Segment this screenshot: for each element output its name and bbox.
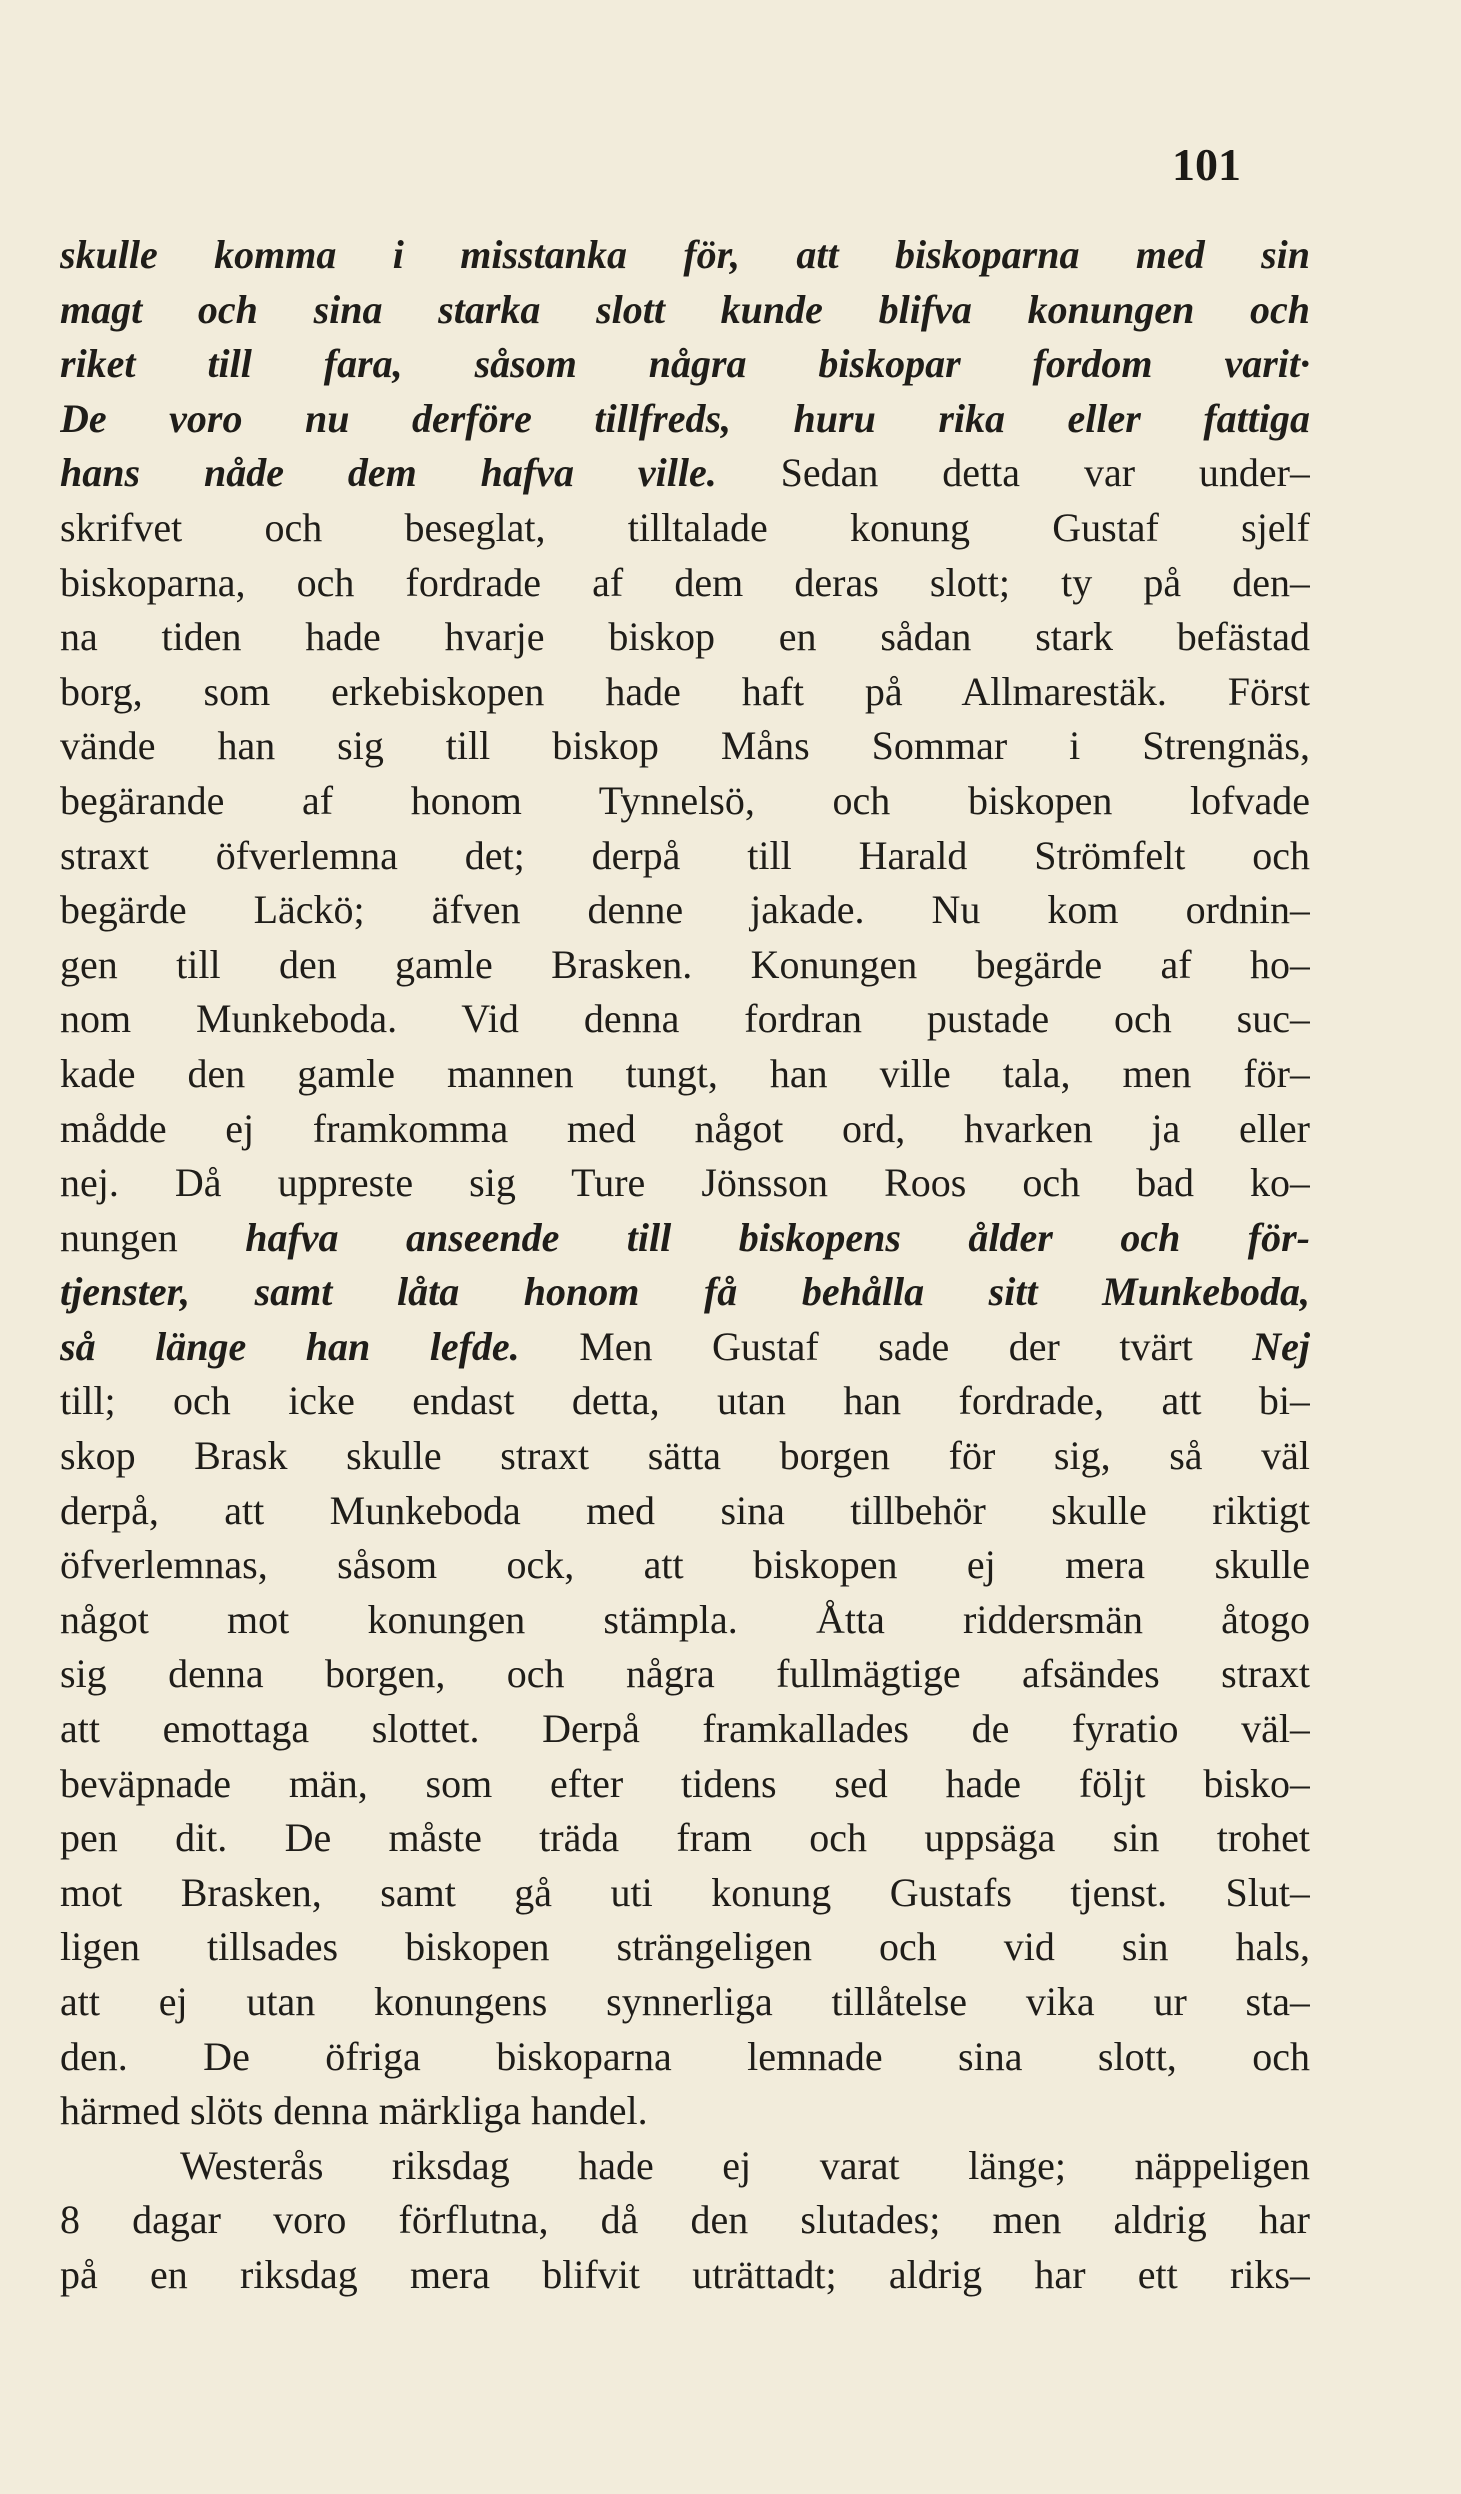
body-text [60,228,1310,2303]
text-line [60,2193,1310,2248]
text-segment: mådde ej framkomma med något ord, hvarken ja eller [60,1105,1310,1151]
text-line [60,1811,1310,1866]
text-line [60,1866,1310,1921]
text-segment: kade den gamle mannen tungt, han ville tala, men för– [60,1050,1310,1096]
text-segment: härmed slöts denna märkliga handel. [60,2088,648,2134]
text-line [60,1975,1310,2030]
text-segment: mot Brasken, samt gå uti konung Gustafs tjenst. Slut– [60,1869,1310,1915]
text-line [60,1429,1310,1484]
text-line [60,1647,1310,1702]
text-segment: nej. Då uppreste sig Ture Jönsson Roos och bad ko– [60,1160,1310,1206]
text-line [60,446,1310,501]
text-line [60,228,1310,283]
text-segment: begärande af honom Tynnelsö, och biskopen lofvade [60,777,1310,823]
text-line [60,392,1310,447]
italic-text: så länge han lefde. [60,1323,520,1369]
text-segment: Men Gustaf sade der tvärt [519,1323,1253,1369]
text-segment: nom Munkeboda. Vid denna fordran pustade och suc– [60,996,1310,1042]
text-segment: sig denna borgen, och några fullmägtige afsändes straxt [60,1651,1310,1697]
text-segment: skrifvet och beseglat, tilltalade konung Gustaf sjelf [60,504,1310,550]
text-line [60,992,1310,1047]
text-line [60,1593,1310,1648]
text-line [60,938,1310,993]
text-segment: na tiden hade hvarje biskop en sådan stark befästad [60,614,1310,660]
italic-text: magt och sina starka slott kunde blifva konungen och [60,286,1310,332]
italic-text: hans nåde dem hafva ville. [60,450,717,496]
text-segment: öfverlemnas, såsom ock, att biskopen ej mera skulle [60,1542,1310,1588]
text-segment: ligen tillsades biskopen strängeligen och vid sin hals, [60,1924,1310,1970]
italic-text: Nej [1252,1323,1310,1369]
text-line [60,774,1310,829]
text-segment: nungen [60,1214,246,1260]
italic-text: hafva anseende till biskopens ålder och för- [245,1214,1310,1260]
text-segment: något mot konungen stämpla. Åtta riddersmän åtogo [60,1596,1310,1642]
page-number: 101 [1172,139,1241,190]
text-line [60,1920,1310,1975]
text-segment: gen till den gamle Brasken. Konungen begärde af ho– [60,941,1310,987]
text-line [60,829,1310,884]
text-segment: på en riksdag mera blifvit uträttadt; aldrig har ett riks– [60,2251,1310,2297]
text-line [60,1156,1310,1211]
text-segment: straxt öfverlemna det; derpå till Harald Strömfelt och [60,832,1310,878]
text-line [60,337,1310,392]
text-segment: Sedan detta var under– [716,450,1310,496]
text-line [60,501,1310,556]
text-line [60,610,1310,665]
italic-text: riket till fara, såsom några biskopar fordom varit· [60,341,1310,387]
text-line [60,556,1310,611]
text-line [60,665,1310,720]
text-segment: skop Brask skulle straxt sätta borgen för sig, så väl [60,1433,1310,1479]
text-line [60,1047,1310,1102]
text-line [60,1757,1310,1812]
text-line [60,2084,1310,2139]
text-segment: biskoparna, och fordrade af dem deras slott; ty på den– [60,559,1310,605]
text-line [60,883,1310,938]
text-line [60,2139,1310,2194]
text-line [60,1102,1310,1157]
text-segment: begärde Läckö; äfven denne jakade. Nu kom ordnin– [60,887,1310,933]
text-segment: den. De öfriga biskoparna lemnade sina slott, och [60,2033,1310,2079]
text-segment: pen dit. De måste träda fram och uppsäga sin trohet [60,1815,1310,1861]
text-line [60,2248,1310,2303]
italic-text: skulle komma i misstanka för, att biskoparna med sin [60,232,1310,277]
text-segment: derpå, att Munkeboda med sina tillbehör skulle riktigt [60,1487,1310,1533]
text-line [60,1320,1310,1375]
text-segment: borg, som erkebiskopen hade haft på Allmarestäk. Först [60,668,1310,714]
text-segment: vände han sig till biskop Måns Sommar i Strengnäs, [60,723,1310,769]
text-line [60,2030,1310,2085]
text-line [60,1374,1310,1429]
text-segment: Westerås riksdag hade ej varat länge; näppeligen [180,2142,1310,2188]
text-segment: 8 dagar voro förflutna, då den slutades; men aldrig har [60,2197,1310,2243]
text-line [60,1265,1310,1320]
text-segment: till; och icke endast detta, utan han fordrade, att bi– [60,1378,1310,1424]
text-segment: beväpnade män, som efter tidens sed hade följt bisko– [60,1760,1310,1806]
text-line [60,1702,1310,1757]
italic-text: tjenster, samt låta honom få behålla sitt Munkeboda, [60,1269,1310,1315]
text-line [60,1538,1310,1593]
text-segment: att ej utan konungens synnerliga tillåtelse vika ur sta– [60,1979,1310,2024]
text-segment: att emottaga slottet. Derpå framkallades de fyratio väl– [60,1706,1310,1752]
text-line [60,283,1310,338]
italic-text: De voro nu derföre tillfreds, huru rika eller fattiga [60,395,1310,441]
text-line [60,1484,1310,1539]
text-line [60,1211,1310,1266]
text-line [60,719,1310,774]
